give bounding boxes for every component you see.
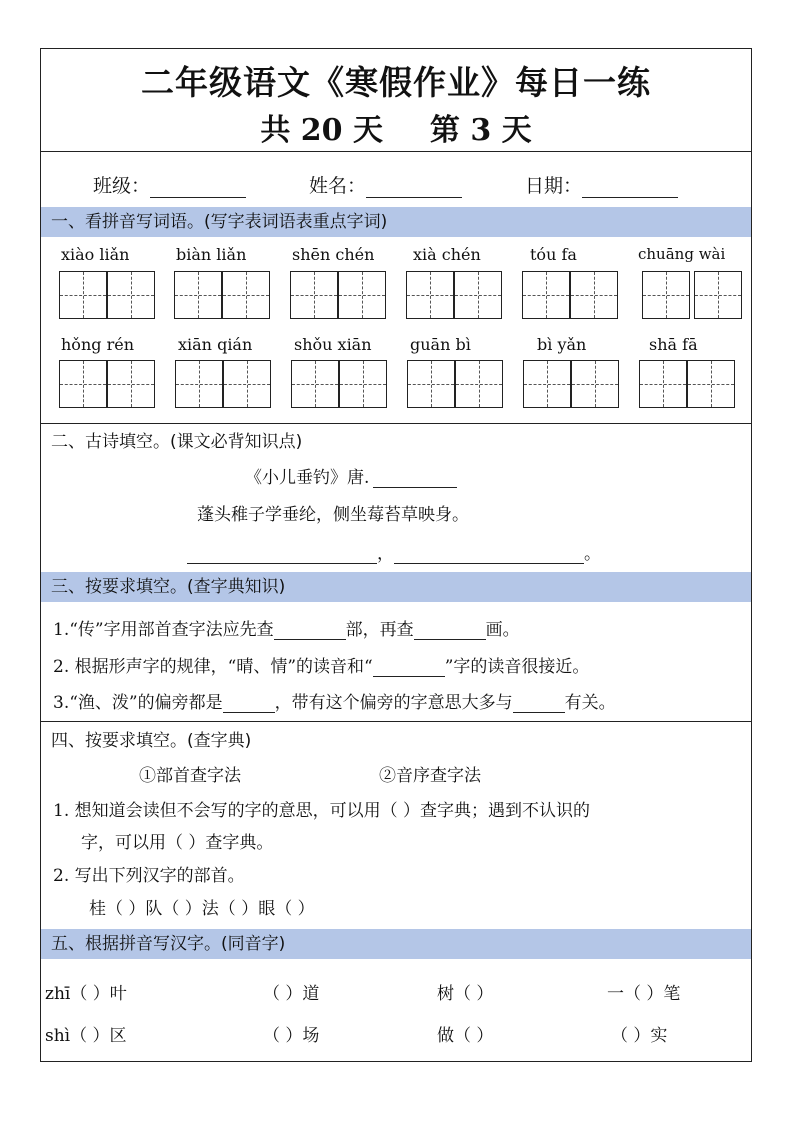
homophone-item: 做（ ）	[437, 1026, 494, 1046]
pinyin-label: shā fā	[649, 335, 698, 354]
writing-box[interactable]	[338, 271, 386, 319]
homophone-item: （ ）实	[611, 1026, 668, 1046]
pinyin-label: tóu fa	[530, 245, 577, 264]
writing-box[interactable]	[694, 271, 742, 319]
name-field[interactable]	[309, 171, 462, 198]
writing-box[interactable]	[406, 271, 454, 319]
writing-box[interactable]	[223, 360, 271, 408]
writing-box[interactable]	[291, 360, 339, 408]
question-3-1	[53, 615, 520, 640]
writing-box[interactable]	[455, 360, 503, 408]
writing-box[interactable]	[59, 271, 107, 319]
q-text: 2. 根据形声字的规律，“晴、情”的读音和“	[53, 657, 373, 677]
option-radical-method: ①部首查字法	[139, 766, 241, 786]
writing-box[interactable]	[222, 271, 270, 319]
q-text: ，带有这个偏旁的字意思大多与	[274, 693, 513, 713]
writing-box[interactable]	[642, 271, 690, 319]
question-4-1-line-1: 1. 想知道会读但不会写的字的意思，可以用（ ）查字典；遇到不认识的	[53, 801, 591, 821]
pinyin-label: xià chén	[413, 245, 481, 264]
homophone-item: （ ）道	[263, 984, 320, 1004]
writing-box[interactable]	[175, 360, 223, 408]
poem-blank-2[interactable]	[394, 563, 584, 564]
homophone-item: 树（ ）	[437, 984, 494, 1004]
section-4-header: 四、按要求填空。(查字典)	[51, 731, 252, 751]
divider	[41, 721, 751, 722]
date-field[interactable]	[525, 171, 678, 198]
class-label: 班级：	[93, 175, 151, 197]
class-field[interactable]	[93, 171, 246, 198]
pinyin-label: shēn chén	[292, 245, 375, 264]
writing-box[interactable]	[290, 271, 338, 319]
q-text: ”字的读音很接近。	[444, 657, 590, 677]
writing-box[interactable]	[570, 271, 618, 319]
writing-box[interactable]	[687, 360, 735, 408]
worksheet	[40, 48, 752, 1062]
answer-blank[interactable]	[274, 639, 346, 640]
poem-blank-1[interactable]	[187, 563, 377, 564]
q-text: 1.“传”字用部首查字法应先查	[53, 620, 274, 640]
q-text: 有关。	[564, 693, 616, 713]
date-blank[interactable]	[582, 197, 678, 198]
worksheet-title: 二年级语文《寒假作业》每日一练	[141, 63, 651, 102]
pinyin-label: hǒng rén	[61, 335, 134, 354]
option-pinyin-method: ②音序查字法	[379, 766, 481, 786]
writing-box[interactable]	[571, 360, 619, 408]
writing-box[interactable]	[107, 360, 155, 408]
homophone-item: zhī（ ）叶	[45, 984, 127, 1004]
pinyin-label: bì yǎn	[537, 335, 587, 354]
author-blank[interactable]	[373, 487, 457, 488]
answer-blank[interactable]	[414, 639, 486, 640]
question-4-2: 2. 写出下列汉字的部首。	[53, 866, 245, 886]
day-count	[41, 105, 751, 149]
writing-box[interactable]	[639, 360, 687, 408]
pinyin-label: guān bì	[410, 335, 471, 354]
radical-items: 桂（ ）队（ ）法（ ）眼（ ）	[89, 899, 315, 919]
homophone-item: 一（ ）笔	[607, 984, 681, 1004]
homophone-item: shì（ ）区	[45, 1026, 127, 1046]
pinyin-label: xiān qián	[178, 335, 253, 354]
q-text: 3.“渔、泼”的偏旁都是	[53, 693, 223, 713]
current-day: 第 3 天	[429, 113, 532, 148]
total-days: 共 20 天	[260, 113, 383, 148]
writing-box[interactable]	[59, 360, 107, 408]
divider	[41, 423, 751, 424]
name-blank[interactable]	[366, 197, 462, 198]
section-3-header: 三、按要求填空。(查字典知识)	[41, 572, 751, 602]
writing-box[interactable]	[339, 360, 387, 408]
poem-title-text: 《小儿垂钓》唐.	[245, 468, 370, 488]
divider	[41, 151, 751, 152]
poem-line-2	[187, 539, 601, 564]
writing-box[interactable]	[454, 271, 502, 319]
comma: ，	[377, 544, 394, 564]
answer-blank[interactable]	[223, 712, 275, 713]
question-3-2	[53, 652, 589, 677]
writing-box[interactable]	[407, 360, 455, 408]
pinyin-label: xiào liǎn	[61, 245, 130, 264]
poem-title	[245, 463, 457, 488]
question-3-3	[53, 688, 616, 713]
date-label: 日期：	[525, 175, 583, 197]
pinyin-label: chuāng wài	[638, 245, 726, 263]
homophone-item: （ ）场	[263, 1026, 320, 1046]
poem-line-1: 蓬头稚子学垂纶，侧坐莓苔草映身。	[197, 505, 469, 525]
writing-box[interactable]	[107, 271, 155, 319]
period: 。	[584, 544, 601, 564]
pinyin-label: shǒu xiān	[294, 335, 372, 354]
writing-box[interactable]	[174, 271, 222, 319]
q-text: 部，再查	[345, 620, 414, 640]
name-label: 姓名：	[309, 175, 367, 197]
writing-box[interactable]	[523, 360, 571, 408]
section-2-header: 二、古诗填空。(课文必背知识点)	[51, 432, 303, 452]
answer-blank[interactable]	[373, 676, 445, 677]
writing-box[interactable]	[522, 271, 570, 319]
question-4-1-line-2: 字，可以用（ ）查字典。	[81, 833, 274, 853]
class-blank[interactable]	[150, 197, 246, 198]
q-text: 画。	[485, 620, 520, 640]
answer-blank[interactable]	[513, 712, 565, 713]
section-5-header: 五、根据拼音写汉字。(同音字)	[41, 929, 751, 959]
section-1-header: 一、看拼音写词语。(写字表词语表重点字词)	[41, 207, 751, 237]
pinyin-label: biàn liǎn	[176, 245, 247, 264]
